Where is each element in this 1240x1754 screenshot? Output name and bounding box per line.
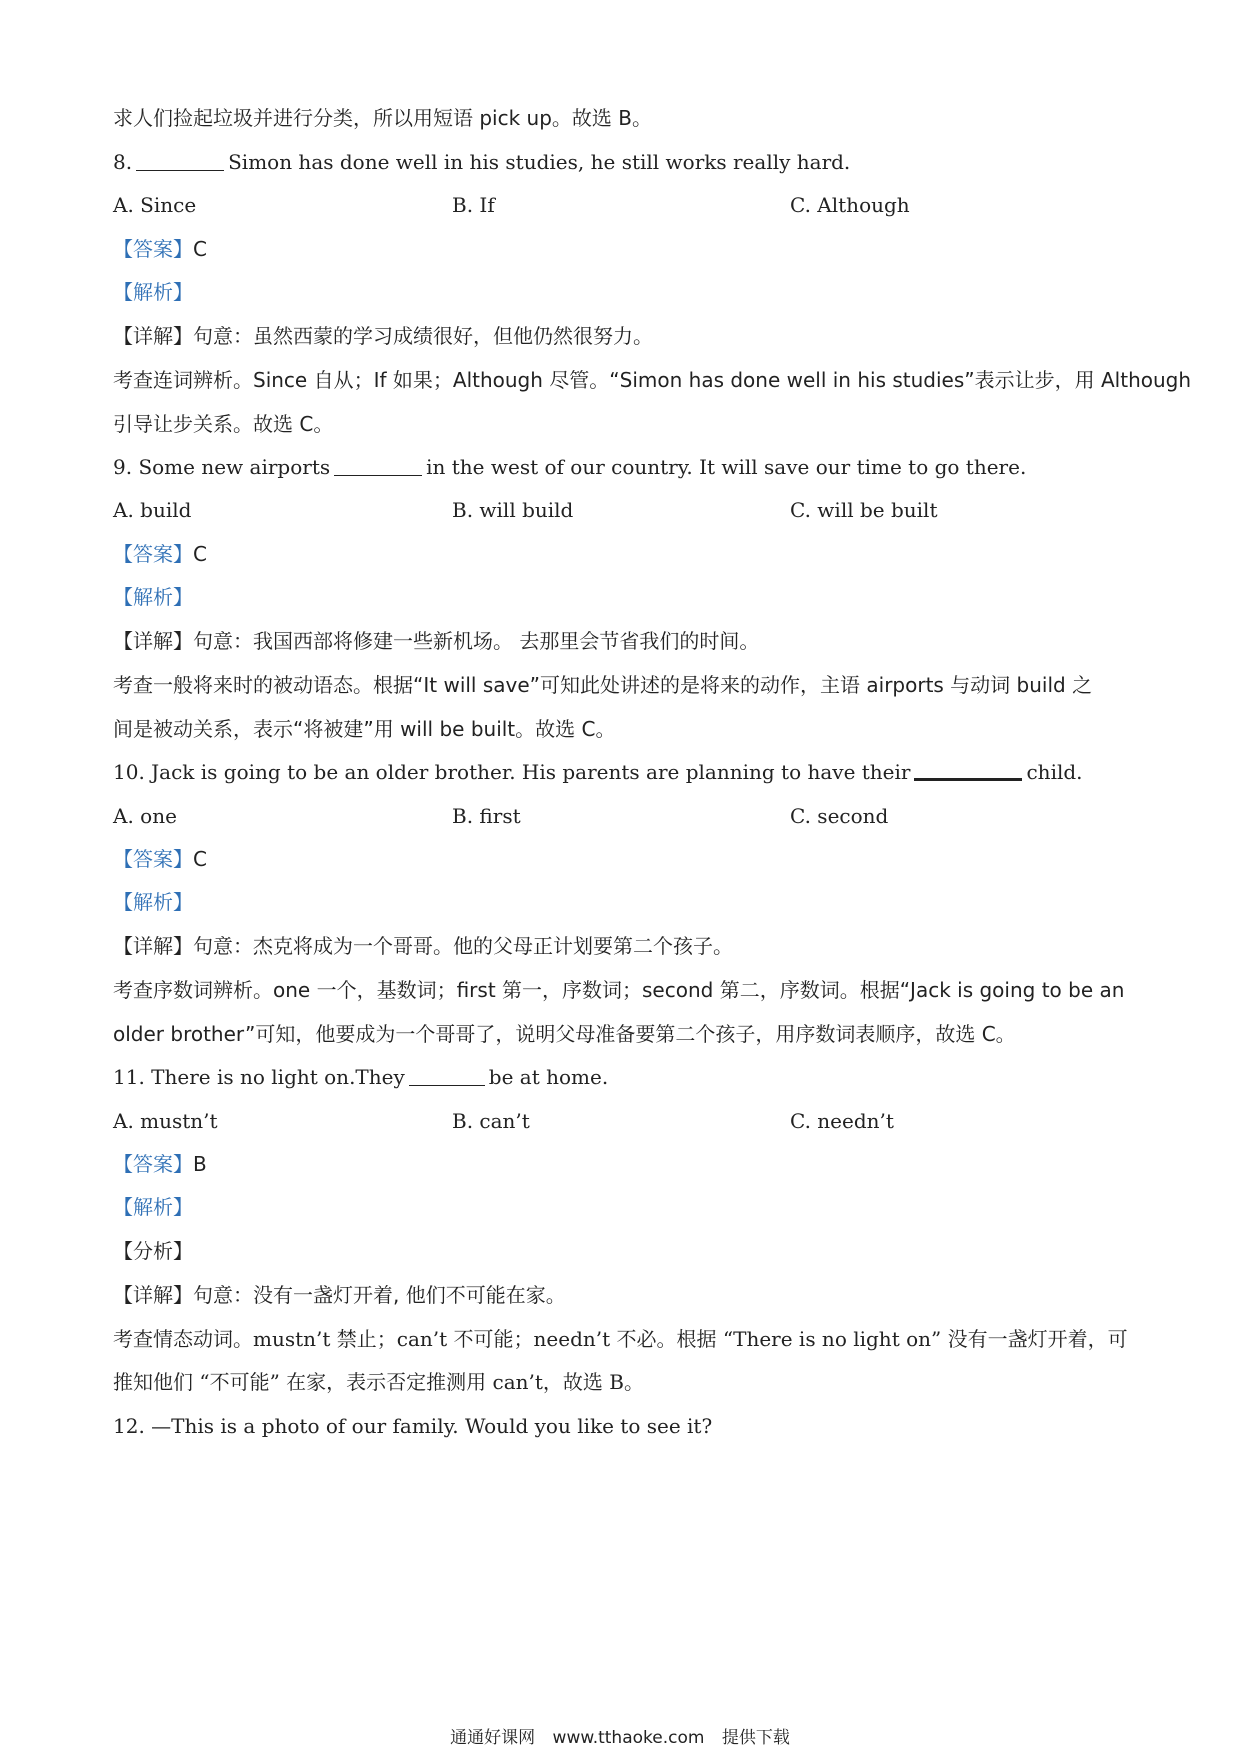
question-9 (113, 453, 1140, 481)
answer-value: C (193, 237, 207, 261)
option-a: A. mustn’t (113, 1109, 218, 1133)
footer-note: 提供下载 (721, 1728, 790, 1748)
answer-tag: 【答案】 (113, 1152, 193, 1176)
answer-value: B (193, 1152, 207, 1176)
question-11 (113, 1063, 1140, 1091)
option-b: B. first (452, 804, 521, 828)
detail-text: 句意：我国西部将修建一些新机场。 去那里会节省我们的时间。 (193, 629, 760, 653)
detail-tag: 【详解】 (113, 324, 193, 348)
answer-line (113, 1150, 1140, 1178)
question-10 (113, 758, 1140, 786)
option-b: B. can’t (452, 1109, 530, 1133)
detail-tag: 【详解】 (113, 934, 193, 958)
question-text: Simon has done well in his studies, he still works really hard. (228, 150, 851, 174)
question-text: 10. Jack is going to be an older brother. His parents are planning to have their (113, 760, 911, 784)
detail-tag: 【详解】 (113, 1283, 193, 1307)
option-a: A. build (113, 498, 192, 522)
detail-line (113, 322, 1140, 350)
page-footer (0, 1727, 1240, 1749)
option-b: B. If (452, 193, 495, 217)
option-c: C. second (790, 804, 889, 828)
detail-tag: 【详解】 (113, 629, 193, 653)
analysis-tag: 【解析】 (113, 585, 193, 609)
option-b: B. will build (452, 498, 574, 522)
option-a: A. Since (113, 193, 197, 217)
answer-tag: 【答案】 (113, 237, 193, 261)
answer-value: C (193, 542, 207, 566)
footer-site-name: 通通好课网 (450, 1728, 536, 1748)
answer-blank (334, 457, 422, 476)
analysis-note-tag: 【分析】 (113, 1239, 193, 1263)
answer-tag: 【答案】 (113, 542, 193, 566)
answer-line (113, 540, 1140, 568)
analysis-tag: 【解析】 (113, 1195, 193, 1219)
detail-line (113, 1281, 1140, 1309)
question-12: 12. —This is a photo of our family. Would you like to see it? (113, 1414, 713, 1438)
analysis-tag: 【解析】 (113, 280, 193, 304)
answer-line (113, 235, 1140, 263)
explanation-line: 考查情态动词。mustn’t 禁止；can’t 不可能；needn’t 不必。根据 “There is no light on” 没有一盏灯开着，可 (113, 1327, 1128, 1351)
detail-text: 句意：杰克将成为一个哥哥。他的父母正计划要第二个孩子。 (193, 934, 733, 958)
answer-blank (914, 760, 1022, 781)
analysis-tag: 【解析】 (113, 890, 193, 914)
question-text: 9. Some new airports (113, 455, 331, 479)
answer-blank (136, 152, 224, 171)
explanation-line: 考查连词辨析。Since 自从；If 如果；Although 尽管。“Simon has done well in his studies”表示让步，用 Although (113, 368, 1192, 392)
explanation-line: 考查序数词辨析。one 一个，基数词；first 第一，序数词；second 第二，序数词。根据“Jack is going to be an (113, 978, 1125, 1002)
answer-value: C (193, 847, 207, 871)
detail-text: 句意：虽然西蒙的学习成绩很好，但他仍然很努力。 (193, 324, 653, 348)
question-text: 11. There is no light on.They (113, 1065, 405, 1089)
explanation-line: 考查一般将来时的被动语态。根据“It will save”可知此处讲述的是将来的动作，主语 airports 与动词 build 之 (113, 673, 1093, 697)
answer-line (113, 845, 1140, 873)
option-a: A. one (113, 804, 177, 828)
explanation-line: 引导让步关系。故选 C。 (113, 412, 334, 436)
question-text: child. (1026, 760, 1083, 784)
text-line: 求人们捡起垃圾并进行分类，所以用短语 pick up。故选 B。 (113, 106, 652, 130)
option-c: C. will be built (790, 498, 938, 522)
detail-line (113, 932, 1140, 960)
question-number: 8. (113, 150, 133, 174)
detail-text: 句意：没有一盏灯开着, 他们不可能在家。 (193, 1283, 566, 1307)
answer-blank (409, 1067, 485, 1086)
footer-url: www.tthaoke.com (552, 1728, 705, 1748)
detail-line (113, 627, 1140, 655)
question-8 (113, 148, 1140, 176)
answer-tag: 【答案】 (113, 847, 193, 871)
question-text: be at home. (488, 1065, 609, 1089)
option-c: C. Although (790, 193, 910, 217)
explanation-line: 推知他们 “不可能” 在家，表示否定推测用 can’t，故选 B。 (113, 1370, 644, 1394)
explanation-line: older brother”可知，他要成为一个哥哥了，说明父母准备要第二个孩子，用序数词表顺序，故选 C。 (113, 1022, 1016, 1046)
question-text: in the west of our country. It will save our time to go there. (426, 455, 1027, 479)
option-c: C. needn’t (790, 1109, 894, 1133)
explanation-line: 间是被动关系，表示“将被建”用 will be built。故选 C。 (113, 717, 616, 741)
